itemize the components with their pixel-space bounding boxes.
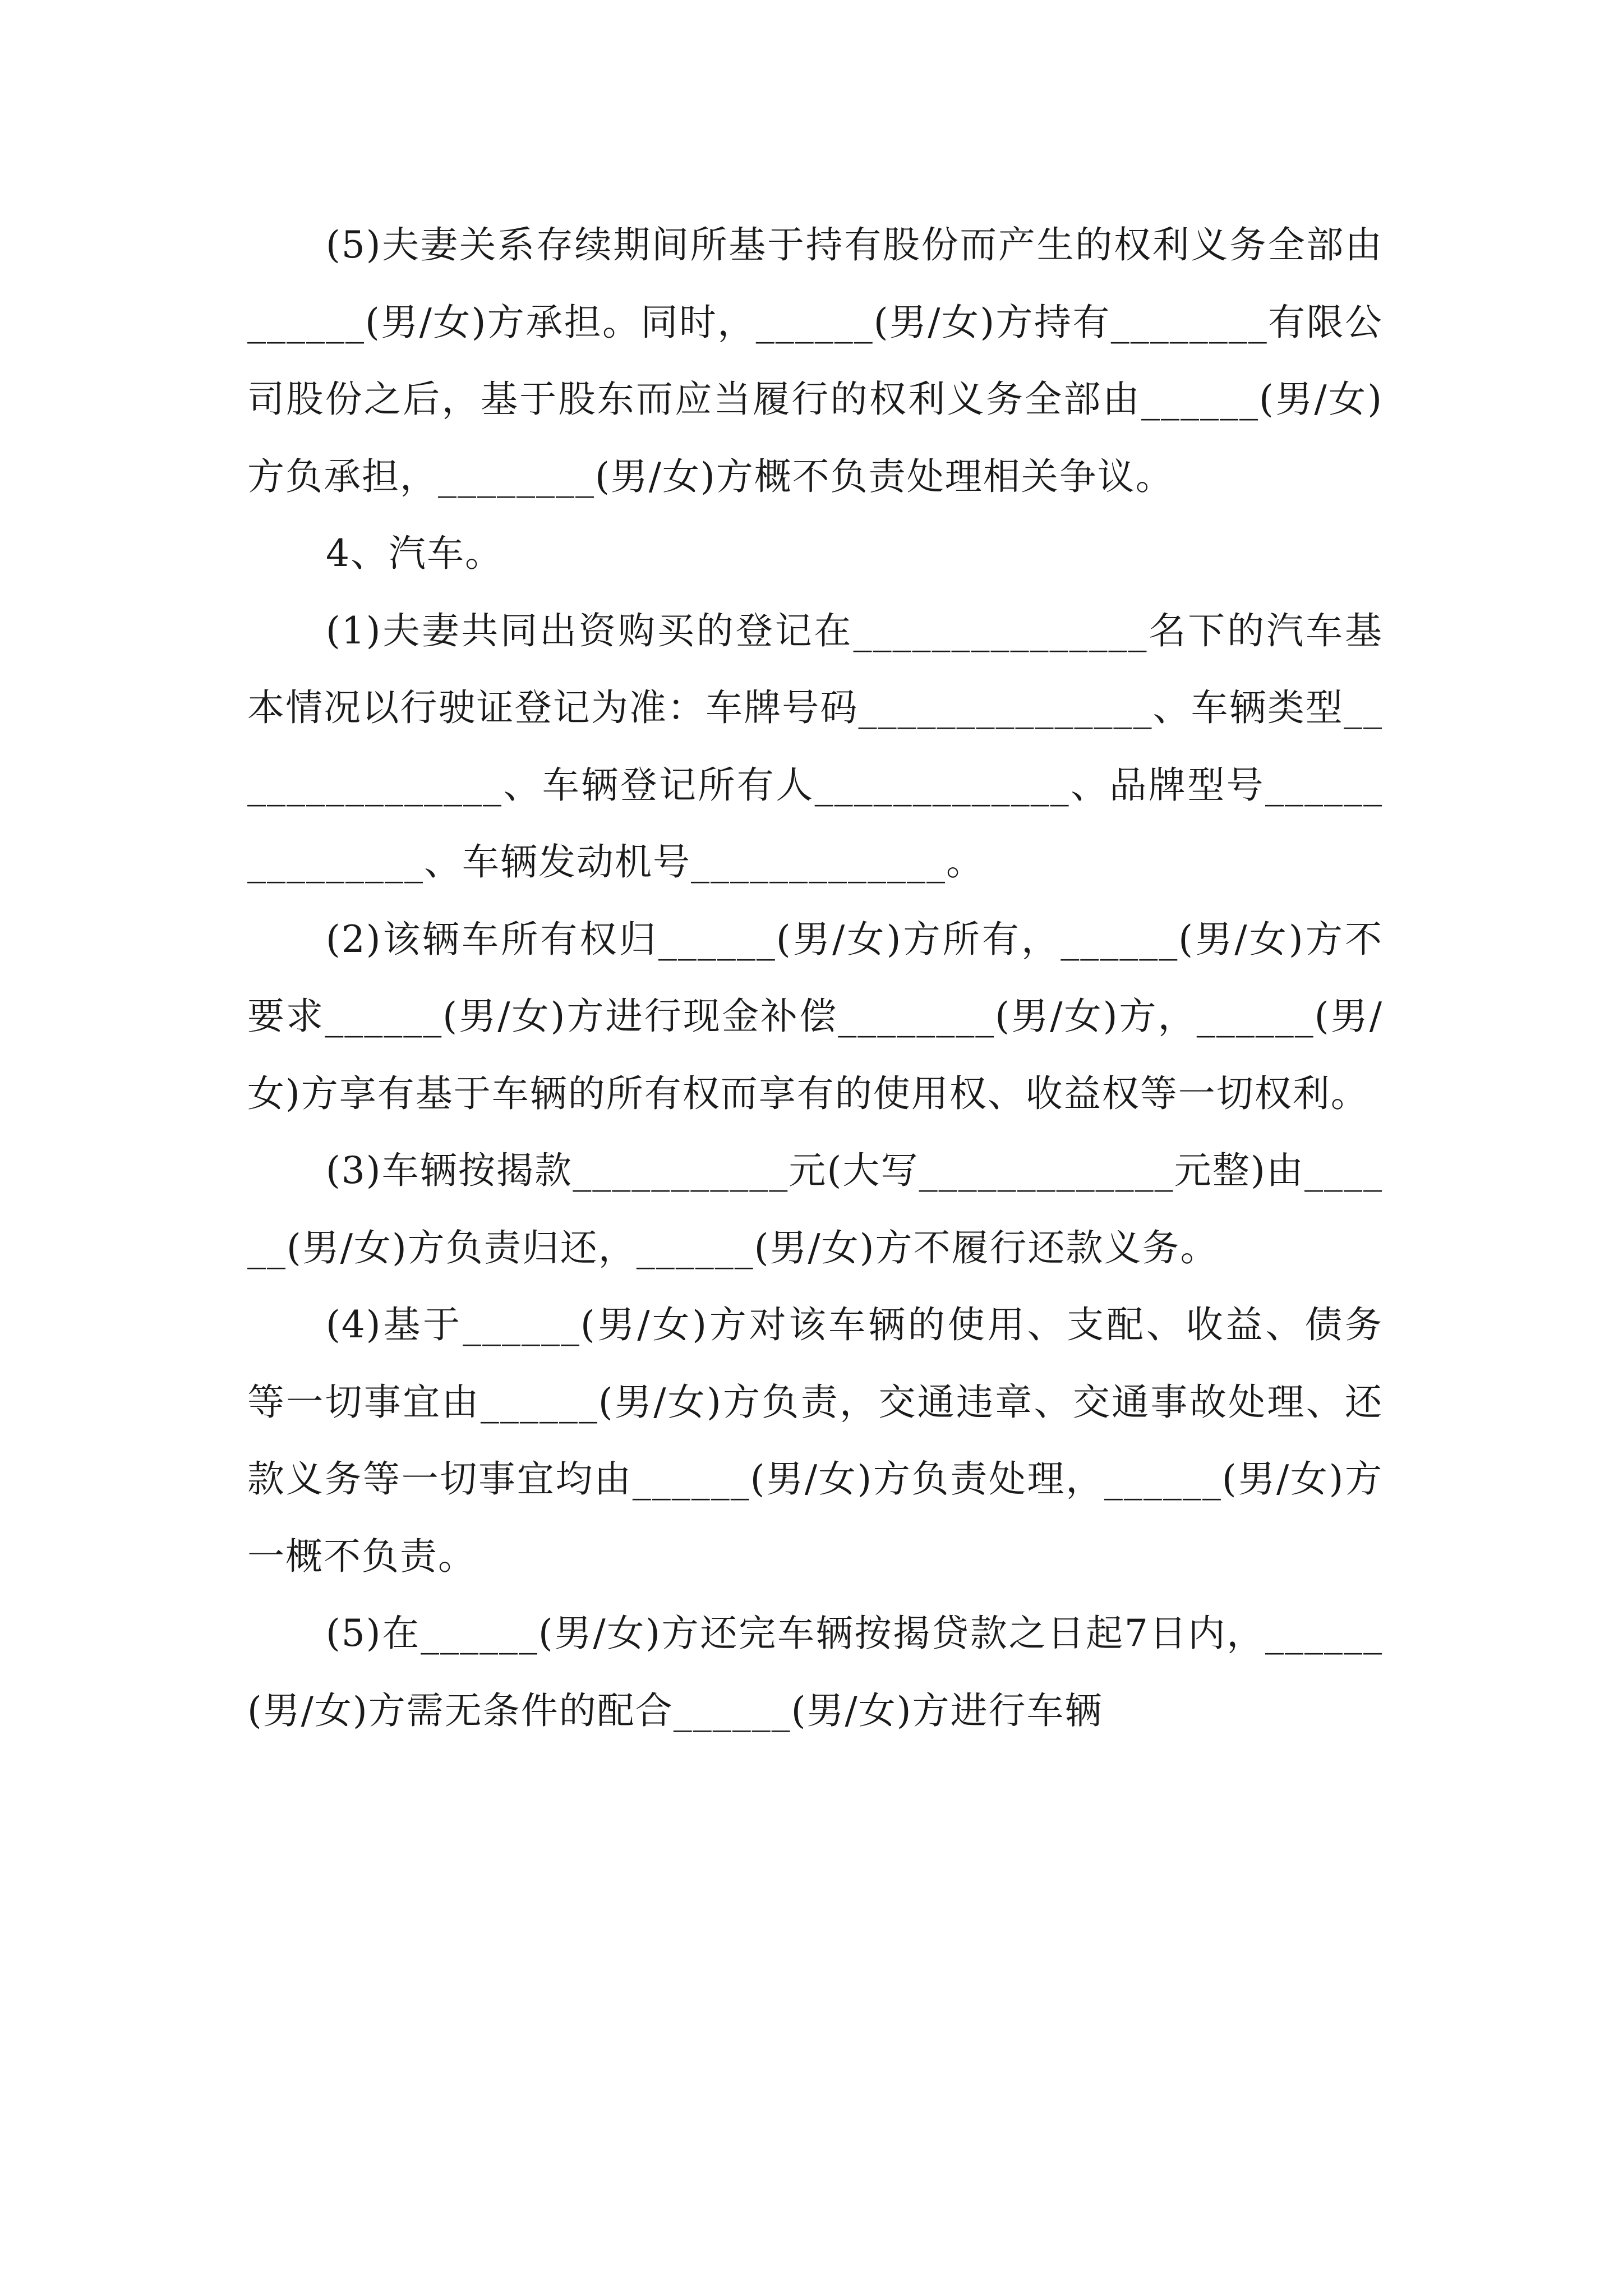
paragraph-car-transfer: (5)在______(男/女)方还完车辆按揭贷款之日起7日内，______(男/女)方需无条件的配合______(男/女)方进行车辆 bbox=[247, 1612, 1383, 1732]
paragraph-car-ownership: (2)该辆车所有权归______(男/女)方所有，______(男/女)方不要求______(男/女)方进行现金补偿________(男/女)方，______(男/女)方享有基于车辆的所有权而享有的使用权、收益权等一切权利。 bbox=[247, 917, 1383, 1115]
paragraph-shares-rights: (5)夫妻关系存续期间所基于持有股份而产生的权利义务全部由______(男/女)方承担。同时，______(男/女)方持有________有限公司股份之后，基于股东而应当履行的权利义务全部由______(男/女)方负承担，________(男/女)方概不负责处理相关争议。 bbox=[247, 223, 1383, 498]
paragraph-car-mortgage: (3)车辆按揭款___________元(大写_____________元整)由______(男/女)方负责归还，______(男/女)方不履行还款义务。 bbox=[247, 1149, 1383, 1269]
paragraph-car-info: (1)夫妻共同出资购买的登记在_______________名下的汽车基本情况以行驶证登记为准：车牌号码_______________、车辆类型_______________、车辆登记所有人_____________、品牌型号_______________、车辆发动机号_____________。 bbox=[247, 609, 1383, 884]
heading-car: 4、汽车。 bbox=[326, 532, 503, 575]
paragraph-car-responsibility: (4)基于______(男/女)方对该车辆的使用、支配、收益、债务等一切事宜由______(男/女)方负责，交通违章、交通事故处理、还款义务等一切事宜均由______(男/女)方负责处理，______(男/女)方一概不负责。 bbox=[247, 1303, 1383, 1578]
document-body bbox=[247, 206, 1383, 1749]
